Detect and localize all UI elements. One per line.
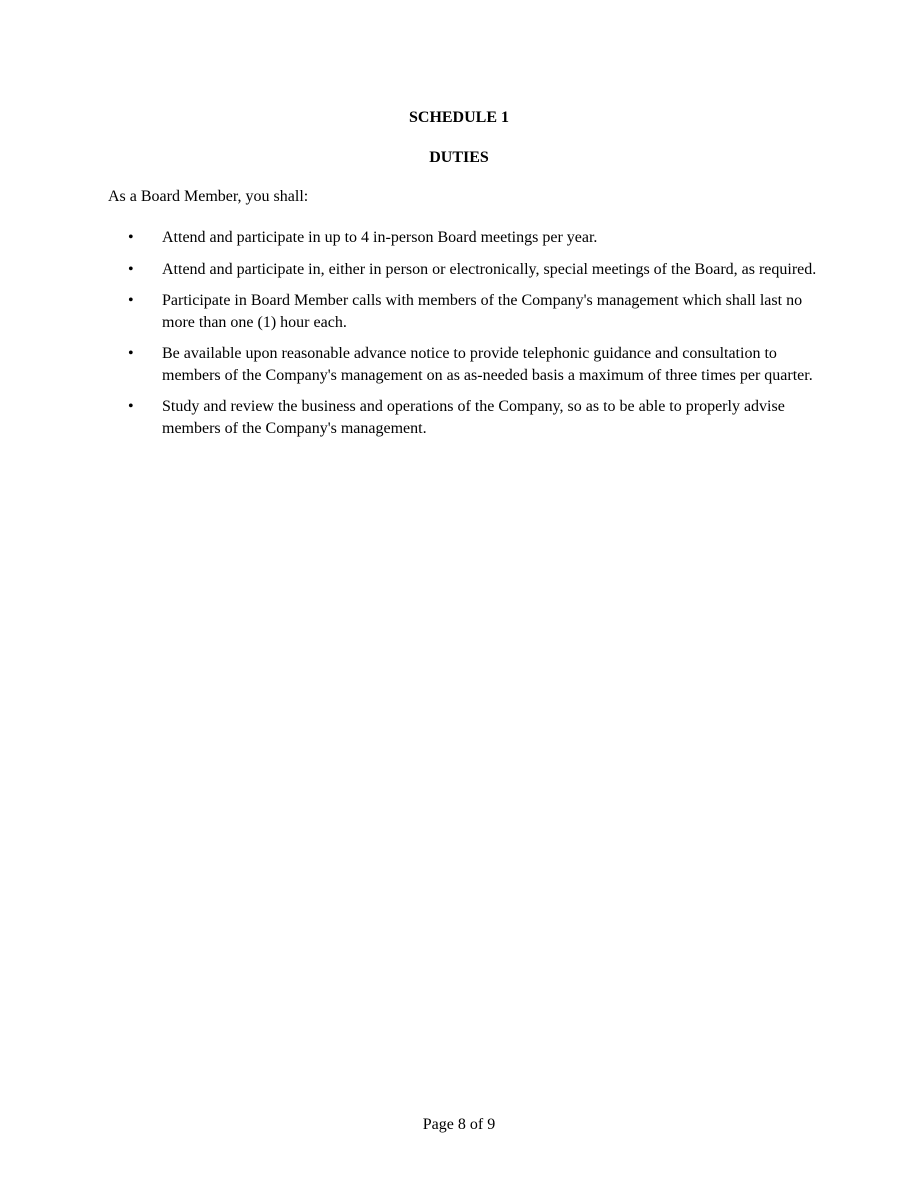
list-item	[108, 290, 818, 333]
list-item	[108, 343, 818, 386]
list-item	[108, 259, 818, 281]
bullet-icon: •	[128, 229, 134, 246]
list-item	[108, 396, 818, 439]
list-item-text: Attend and participate in up to 4 in-person Board meetings per year.	[162, 229, 598, 246]
list-item-text: Participate in Board Member calls with members of the Company's management which shall last no more than one (1) hour each.	[162, 292, 803, 331]
bullet-icon: •	[128, 398, 134, 415]
page-number: Page 8 of 9	[422, 1116, 496, 1133]
list-item-text: Attend and participate in, either in person or electronically, special meetings of the Board, as required.	[162, 260, 817, 278]
list-item-text: Be available upon reasonable advance notice to provide telephonic guidance and consultation to members of the Company's management on as as-needed basis a maximum of three times per quarter.	[162, 345, 813, 384]
bullet-icon: •	[128, 345, 134, 362]
bullet-icon: •	[128, 260, 134, 278]
intro-text: As a Board Member, you shall:	[108, 188, 309, 205]
list-item-text: Study and review the business and operations of the Company, so as to be able to properly advise members of the Company's management.	[162, 398, 785, 437]
schedule-title: SCHEDULE 1	[408, 109, 510, 126]
bullet-icon: •	[128, 292, 134, 309]
section-title: DUTIES	[429, 149, 489, 166]
list-item	[108, 227, 818, 249]
duty-list	[108, 227, 818, 449]
